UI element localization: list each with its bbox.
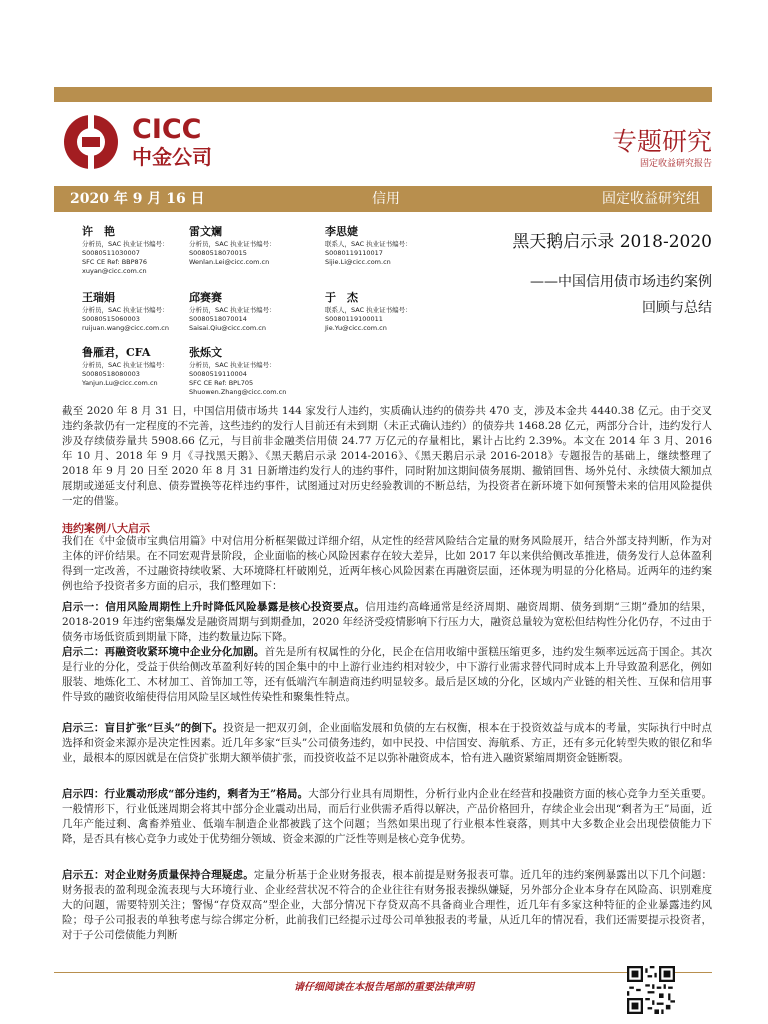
analyst-line: S0080518070015 bbox=[189, 249, 247, 257]
intro-paragraph: 截至 2020 年 8 月 31 日，中国信用债市场共 144 家发行人违约，实质确认违约的债券共 470 支，涉及本金共 4440.38 亿元。由于交叉违约条款仍有一定程度的不完善，这些违约的发行人目前还有未到期（未正式确认违约）的债券共 1468.28 亿元，两部分合计，违约发行人涉及存续债券量共 5908.66 亿元，与目前非金融类信用债 24.77 万亿元的存量相比，累计占比约 2.39%。本文在 2014 年 3 月、2016 年 10 月、2018 年 9 月《寻找黑天鹅》、《黑天鹅启示录 2014-2016》、《黑天鹅启示录 2016-2018》专题报告的基础上，继续整理了 2018 年 9 月 20 日至 2020 年 8 月 31 日新增违约发行人的违约事件，同时附加这期间债务展期、撤销回售、场外兑付、永续债大额加点展期或递延支付利息、债券置换等花样违约事件，试图通过对历史经验教训的不断总结，为投资者在新环境下如何预警未来的信用风险提供一定的借鉴。 bbox=[62, 405, 712, 507]
insight-heading: 启示五：对企业财务质量保持合理疑虑。 bbox=[62, 869, 254, 881]
logo-text-cn: 中金公司 bbox=[132, 145, 212, 169]
analyst-card bbox=[189, 291, 276, 333]
date-bar bbox=[54, 186, 712, 212]
analyst-line: S0080515060003 bbox=[82, 315, 140, 323]
insight-text: 首先是所有权属性的分化，民企在信用收缩中蛋糕压缩更多，违约发生频率远远高于国企。其次是行业的分化，受益于供给侧改革盈利好转的国企集中的中上游行业违约相对较少，中下游行业需求替代同时成本上升导致盈利恶化，例如服装、地炼化工、木材加工、首饰加工等，还有低端汽车制造商违约明显较多。最后是区域的分化，区域内产业链的相关性、互保和信用事件导致的融资收缩使得信用风险呈区域性传染性和聚集性特点。 bbox=[62, 646, 713, 703]
analyst-line: 分析员，SAC 执业证书编号： bbox=[189, 361, 276, 369]
analyst-email[interactable]: Yanjun.Lu@cicc.com.cn bbox=[82, 379, 158, 387]
insight-text: 定量分析基于企业财务报表，根本前提是财务报表可靠。近几年的违约案例暴露出以下几个问题：财务报表的盈利现金流表现与大环境行业、企业经营状况不符合的企业往往有财务报表操纵嫌疑，另外部分企业本身存在风险高、识别难度大的问题，需要特别关注；警惕“存贷双高”型企业，大部分情况下存贷双高不具备商业合理性，近几年有多家这种特征的企业暴露违约风险；母子公司报表的单独考虑与综合绑定分析，此前我们已经提示过母公司单独报表的考量，从近几年的情况看，我们还需要提示投资者，对于子公司偿债能力判断 bbox=[62, 869, 712, 941]
analyst-name: 张烁文 bbox=[189, 346, 222, 359]
analyst-line: SFC CE Ref: BPL705 bbox=[189, 379, 254, 387]
insight-heading: 启示一：信用风险周期性上升时降低风险暴露是核心投资要点。 bbox=[62, 601, 366, 613]
analyst-line: 联系人，SAC 执业证书编号： bbox=[325, 306, 412, 314]
analyst-name: 鲁雁君，CFA bbox=[82, 346, 151, 359]
analyst-email[interactable]: ruijuan.wang@cicc.com.cn bbox=[82, 324, 169, 332]
analyst-email[interactable]: Shuowen.Zhang@cicc.com.cn bbox=[189, 388, 287, 396]
analyst-line: 分析员，SAC 执业证书编号： bbox=[189, 306, 276, 314]
analyst-line: SFC CE Ref: BBP876 bbox=[82, 258, 147, 266]
section-heading: 违约案例八大启示 bbox=[62, 522, 150, 535]
analyst-card bbox=[82, 225, 169, 276]
footer-divider bbox=[54, 972, 712, 973]
analyst-line: S0080119110017 bbox=[325, 249, 383, 257]
insight-heading: 启示四：行业震动形成“部分违约，剩者为王”格局。 bbox=[62, 788, 309, 800]
legal-disclaimer: 请仔细阅读在本报告尾部的重要法律声明 bbox=[294, 982, 474, 993]
analyst-line: 分析员，SAC 执业证书编号： bbox=[189, 240, 276, 248]
analyst-card bbox=[189, 225, 276, 267]
report-type: 专题研究 bbox=[611, 127, 712, 156]
paragraph-insight-2 bbox=[62, 645, 712, 705]
report-subtype: 固定收益研究报告 bbox=[639, 159, 712, 169]
paragraph-overview: 我们在《中金债市宝典信用篇》中对信用分析框架做过详细介绍，从定性的经营风险结合定量的财务风险展开，结合外部支持判断，作为对主体的评价结果。在不同宏观背景阶段，企业面临的核心风险因素存在较大差异，比如 2017 年以来供给侧改革推进，债务发行人总体盈利得到一定改善，不过融资持续收紧、大环境降杠杆破刚兑，近两年核心风险因素在再融资层面，还体现为明显的分化格局。近两年的违约案例也给予投资者多方面的启示，我们整理如下： bbox=[62, 535, 712, 592]
analyst-line: S0080518080003 bbox=[82, 370, 140, 378]
analyst-line: 分析员，SAC 执业证书编号： bbox=[82, 361, 169, 369]
analyst-email[interactable]: Jie.Yu@cicc.com.cn bbox=[325, 324, 387, 332]
analyst-line: 联系人，SAC 执业证书编号： bbox=[325, 240, 412, 248]
analyst-name: 李思婕 bbox=[325, 225, 358, 238]
logo-text-en: CICC bbox=[132, 114, 202, 145]
analyst-name: 王瑞娟 bbox=[82, 291, 115, 304]
paragraph-insight-4 bbox=[62, 787, 712, 847]
insight-text: 大部分行业具有周期性，分析行业内企业在经营和投融资方面的核心竞争力至关重要。一般情形下，行业低迷周期会将其中部分企业震动出局，而后行业供需矛盾得以解决，产品价格回升，存续企业会出现“剩者为王”局面，近几年产能过剩、禽畜养殖业、低端车制造企业都被践了这个问题；当然如果出现了行业根本性衰落，则其中大多数企业会出现偿债能力下降，是否具有核心竞争力或处于优势细分领域、资金来源的广泛性等则是核心竞争优势。 bbox=[62, 788, 713, 845]
analyst-line: S0080119100011 bbox=[325, 315, 383, 323]
analyst-email[interactable]: Saisai.Qiu@cicc.com.cn bbox=[189, 324, 266, 332]
insight-heading: 启示三：盲目扩张“巨头”的倒下。 bbox=[62, 722, 224, 734]
paragraph-insight-1 bbox=[62, 600, 712, 645]
report-category: 信用 bbox=[372, 191, 400, 207]
analyst-name: 邱赛赛 bbox=[189, 291, 222, 304]
analyst-card bbox=[82, 291, 169, 333]
analyst-email[interactable]: xuyan@cicc.com.cn bbox=[82, 267, 147, 275]
analyst-line: 分析员，SAC 执业证书编号： bbox=[82, 240, 169, 248]
cicc-logo bbox=[60, 113, 260, 173]
analyst-name: 许 艳 bbox=[82, 225, 115, 238]
insight-text: 投资是一把双刃剑，企业面临发展和负债的左右权衡，根本在于投资效益与成本的考量，实际执行中时点选择和资金来源亦是决定性因素。近几年多家“巨头”公司债务违约，如中民投、中信国安、海航系、方正，还有多元化转型失败的银亿和华业，最根本的原因就是在信贷扩张期大额举债扩张，而投资收益不足以弥补融资成本，恰有进入融资紧缩周期资金链断裂。 bbox=[62, 722, 712, 764]
analyst-line: S0080519110004 bbox=[189, 370, 247, 378]
analyst-card bbox=[325, 291, 412, 333]
analyst-line: 分析员，SAC 执业证书编号： bbox=[82, 306, 169, 314]
analyst-email[interactable]: Sijie.Li@cicc.com.cn bbox=[325, 258, 391, 266]
insight-heading: 启示二：再融资收紧环境中企业分化加剧。 bbox=[62, 646, 265, 658]
analyst-name: 雷文斓 bbox=[189, 225, 222, 238]
report-title: 黑天鹅启示录 2018-2020 bbox=[512, 232, 712, 252]
paragraph-insight-3 bbox=[62, 721, 712, 766]
report-subtitle-line2: 回顾与总结 bbox=[642, 300, 712, 316]
analyst-line: S0080518070014 bbox=[189, 315, 247, 323]
research-group: 固定收益研究组 bbox=[602, 191, 700, 207]
report-subtitle-line1: ——中国信用债市场违约案例 bbox=[530, 274, 712, 290]
analyst-line: S0080511030007 bbox=[82, 249, 140, 257]
qr-code-icon bbox=[627, 966, 675, 1014]
insight-text: 信用违约高峰通常是经济周期、融资周期、债务到期“三期”叠加的结果，2018-2019 年违约密集爆发是融资周期与到期叠加，2020 年经济受疫情影响下行压力大，融资总量较为宽松但结构性分化仍存，不过由于债务市场低资质到期量下降，违约数量边际下降。 bbox=[62, 601, 712, 643]
analyst-email[interactable]: Wenlan.Lei@cicc.com.cn bbox=[189, 258, 270, 266]
paragraph-insight-5 bbox=[62, 868, 712, 966]
analyst-name: 于 杰 bbox=[325, 291, 358, 304]
analyst-card bbox=[82, 346, 169, 388]
report-date: 2020 年 9 月 16 日 bbox=[70, 191, 205, 207]
analyst-card bbox=[189, 346, 286, 397]
cicc-emblem-icon bbox=[60, 113, 122, 171]
top-accent-bar bbox=[54, 87, 712, 102]
analyst-card bbox=[325, 225, 412, 267]
